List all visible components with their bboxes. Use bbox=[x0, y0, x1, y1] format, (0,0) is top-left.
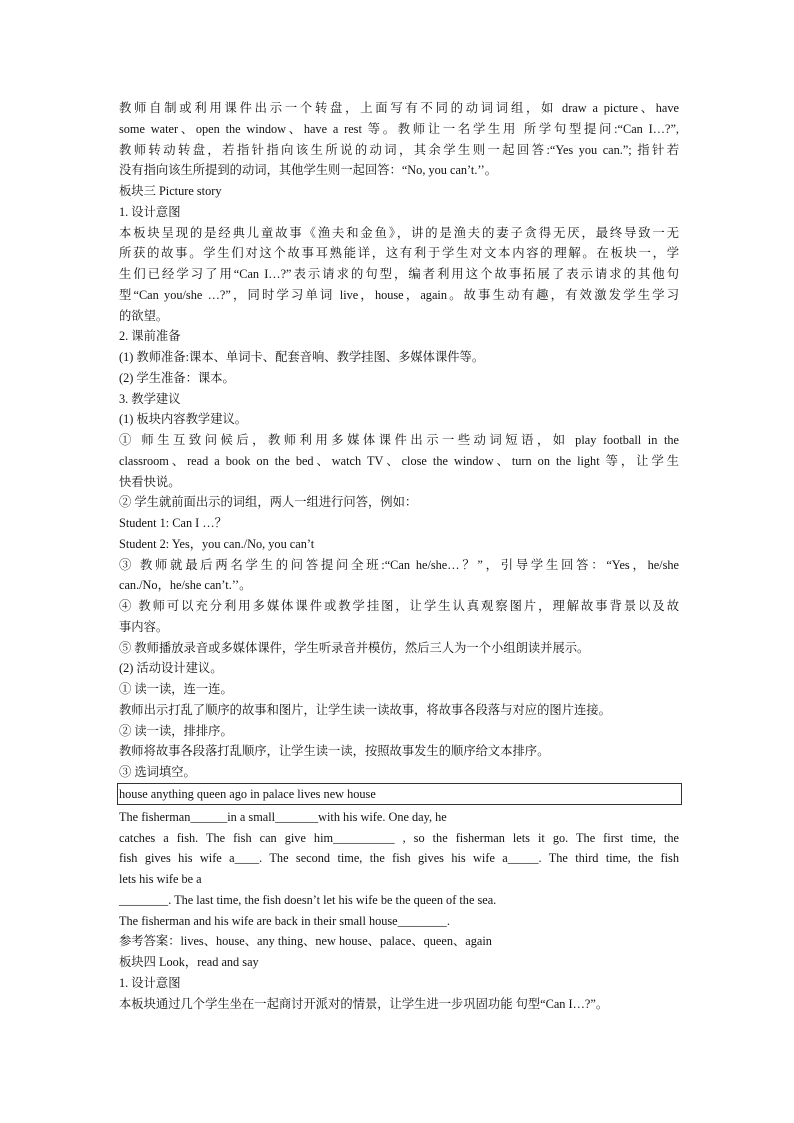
paragraph-line: 事内容。 bbox=[119, 619, 169, 634]
section-heading: 板块三 Picture story bbox=[119, 184, 222, 198]
paragraph-line: 本板块通过几个学生坐在一起商讨开派对的情景，让学生进一步巩固功能 句型“Can I…?”。 bbox=[119, 996, 609, 1011]
subsection-heading: 1. 设计意图 bbox=[119, 975, 181, 990]
paragraph-line: classroom、read a book on the bed、watch TV、close the window、turn on the light 等，让学生 bbox=[119, 453, 679, 468]
subsection-heading: 1. 设计意图 bbox=[119, 204, 181, 219]
subsection-heading: 2. 课前准备 bbox=[119, 329, 181, 344]
paragraph-line: 教师将故事各段落打乱顺序，让学生读一读，按照故事发生的顺序给文本排序。 bbox=[119, 744, 550, 759]
paragraph-line: 的欲望。 bbox=[119, 308, 169, 323]
exercise-line: lets his wife be a bbox=[119, 872, 202, 886]
list-item: (1) 板块内容教学建议。 bbox=[119, 412, 248, 427]
word-bank-box: house anything queen ago in palace lives new house bbox=[117, 783, 682, 805]
list-item: ① 读一读，连一连。 bbox=[119, 682, 233, 696]
paragraph-line: 所获的故事。学生们对这个故事耳熟能详，这有利于学生对文本内容的理解。在板块一，学 bbox=[119, 246, 679, 261]
paragraph-line: 型“Can you/she …?”，同时学习单词 live，house，again。故事生动有趣，有效激发学生学习 bbox=[119, 287, 679, 302]
document-page bbox=[119, 98, 679, 1014]
list-item: ① 师生互致问候后，教师利用多媒体课件出示一些动词短语，如 play football in the bbox=[119, 433, 679, 447]
exercise-line: The fisherman and his wife are back in their small house________. bbox=[119, 913, 450, 928]
paragraph-line: 生们已经学习了用“Can I…?”表示请求的句型，编者利用这个故事拓展了表示请求的其他句 bbox=[119, 267, 679, 281]
paragraph-line: some water、open the window、have a rest 等。教师让一名学生用 所学句型提问:“Can I…?”, bbox=[119, 121, 679, 136]
paragraph-line: 教师自制或利用课件出示一个转盘，上面写有不同的动词词组，如 draw a picture、have bbox=[119, 101, 679, 115]
list-item: ③ 教师就最后两名学生的问答提问全班:“Can he/she…？”，引导学生回答：“Yes，he/she bbox=[119, 557, 679, 572]
dialogue-line: Student 1: Can I …？ bbox=[119, 516, 227, 530]
list-item: (2) 活动设计建议。 bbox=[119, 661, 223, 676]
subsection-heading: 3. 教学建议 bbox=[119, 391, 181, 406]
list-item: ⑤ 教师播放录音或多媒体课件，学生听录音并模仿，然后三人为一个小组朗读并展示。 bbox=[119, 640, 590, 655]
exercise-line: catches a fish. The fish can give him__________ , so the fisherman lets it go. The first time, the bbox=[119, 830, 679, 845]
paragraph-line: can./No，he/she can’t.’’。 bbox=[119, 578, 252, 593]
paragraph-line: 本板块呈现的是经典儿童故事《渔夫和金鱼》，讲的是渔夫的妻子贪得无厌，最终导致一无 bbox=[119, 225, 679, 240]
exercise-line: fish gives his wife a____. The second time, the fish gives his wife a_____. The third time, the fish bbox=[119, 851, 679, 866]
paragraph-line: 教师转动转盘，若指针指向该生所说的动词，其余学生则一起回答:“Yes you can.”; 指针若 bbox=[119, 142, 679, 157]
list-item: (2) 学生准备：课本。 bbox=[119, 370, 235, 385]
list-item: ③ 选词填空。 bbox=[119, 765, 196, 779]
answer-key: 参考答案：lives、house、any thing、new house、palace、queen、again bbox=[119, 934, 492, 949]
dialogue-line: Student 2: Yes，you can./No, you can’t bbox=[119, 536, 315, 551]
list-item: ② 读一读，排排序。 bbox=[119, 723, 233, 738]
paragraph-line: 快看快说。 bbox=[119, 474, 181, 489]
exercise-line: The fisherman______in a small_______with his wife. One day, he bbox=[119, 809, 447, 824]
list-item: ② 学生就前面出示的词组，两人一组进行问答，例如： bbox=[119, 495, 418, 510]
list-item: ④ 教师可以充分利用多媒体课件或教学挂图，让学生认真观察图片，理解故事背景以及故 bbox=[119, 599, 679, 613]
exercise-line: ________. The last time, the fish doesn’t let his wife be the queen of the sea. bbox=[119, 892, 497, 907]
paragraph-line: 教师出示打乱了顺序的故事和图片，让学生读一读故事，将故事各段落与对应的图片连接。 bbox=[119, 702, 611, 717]
list-item: (1) 教师准备:课本、单词卡、配套音响、教学挂图、多媒体课件等。 bbox=[119, 350, 485, 364]
paragraph-line: 没有指向该生所提到的动词，其他学生则一起回答：“No, you can’t.’’。 bbox=[119, 163, 497, 178]
section-heading: 板块四 Look，read and say bbox=[119, 955, 259, 969]
